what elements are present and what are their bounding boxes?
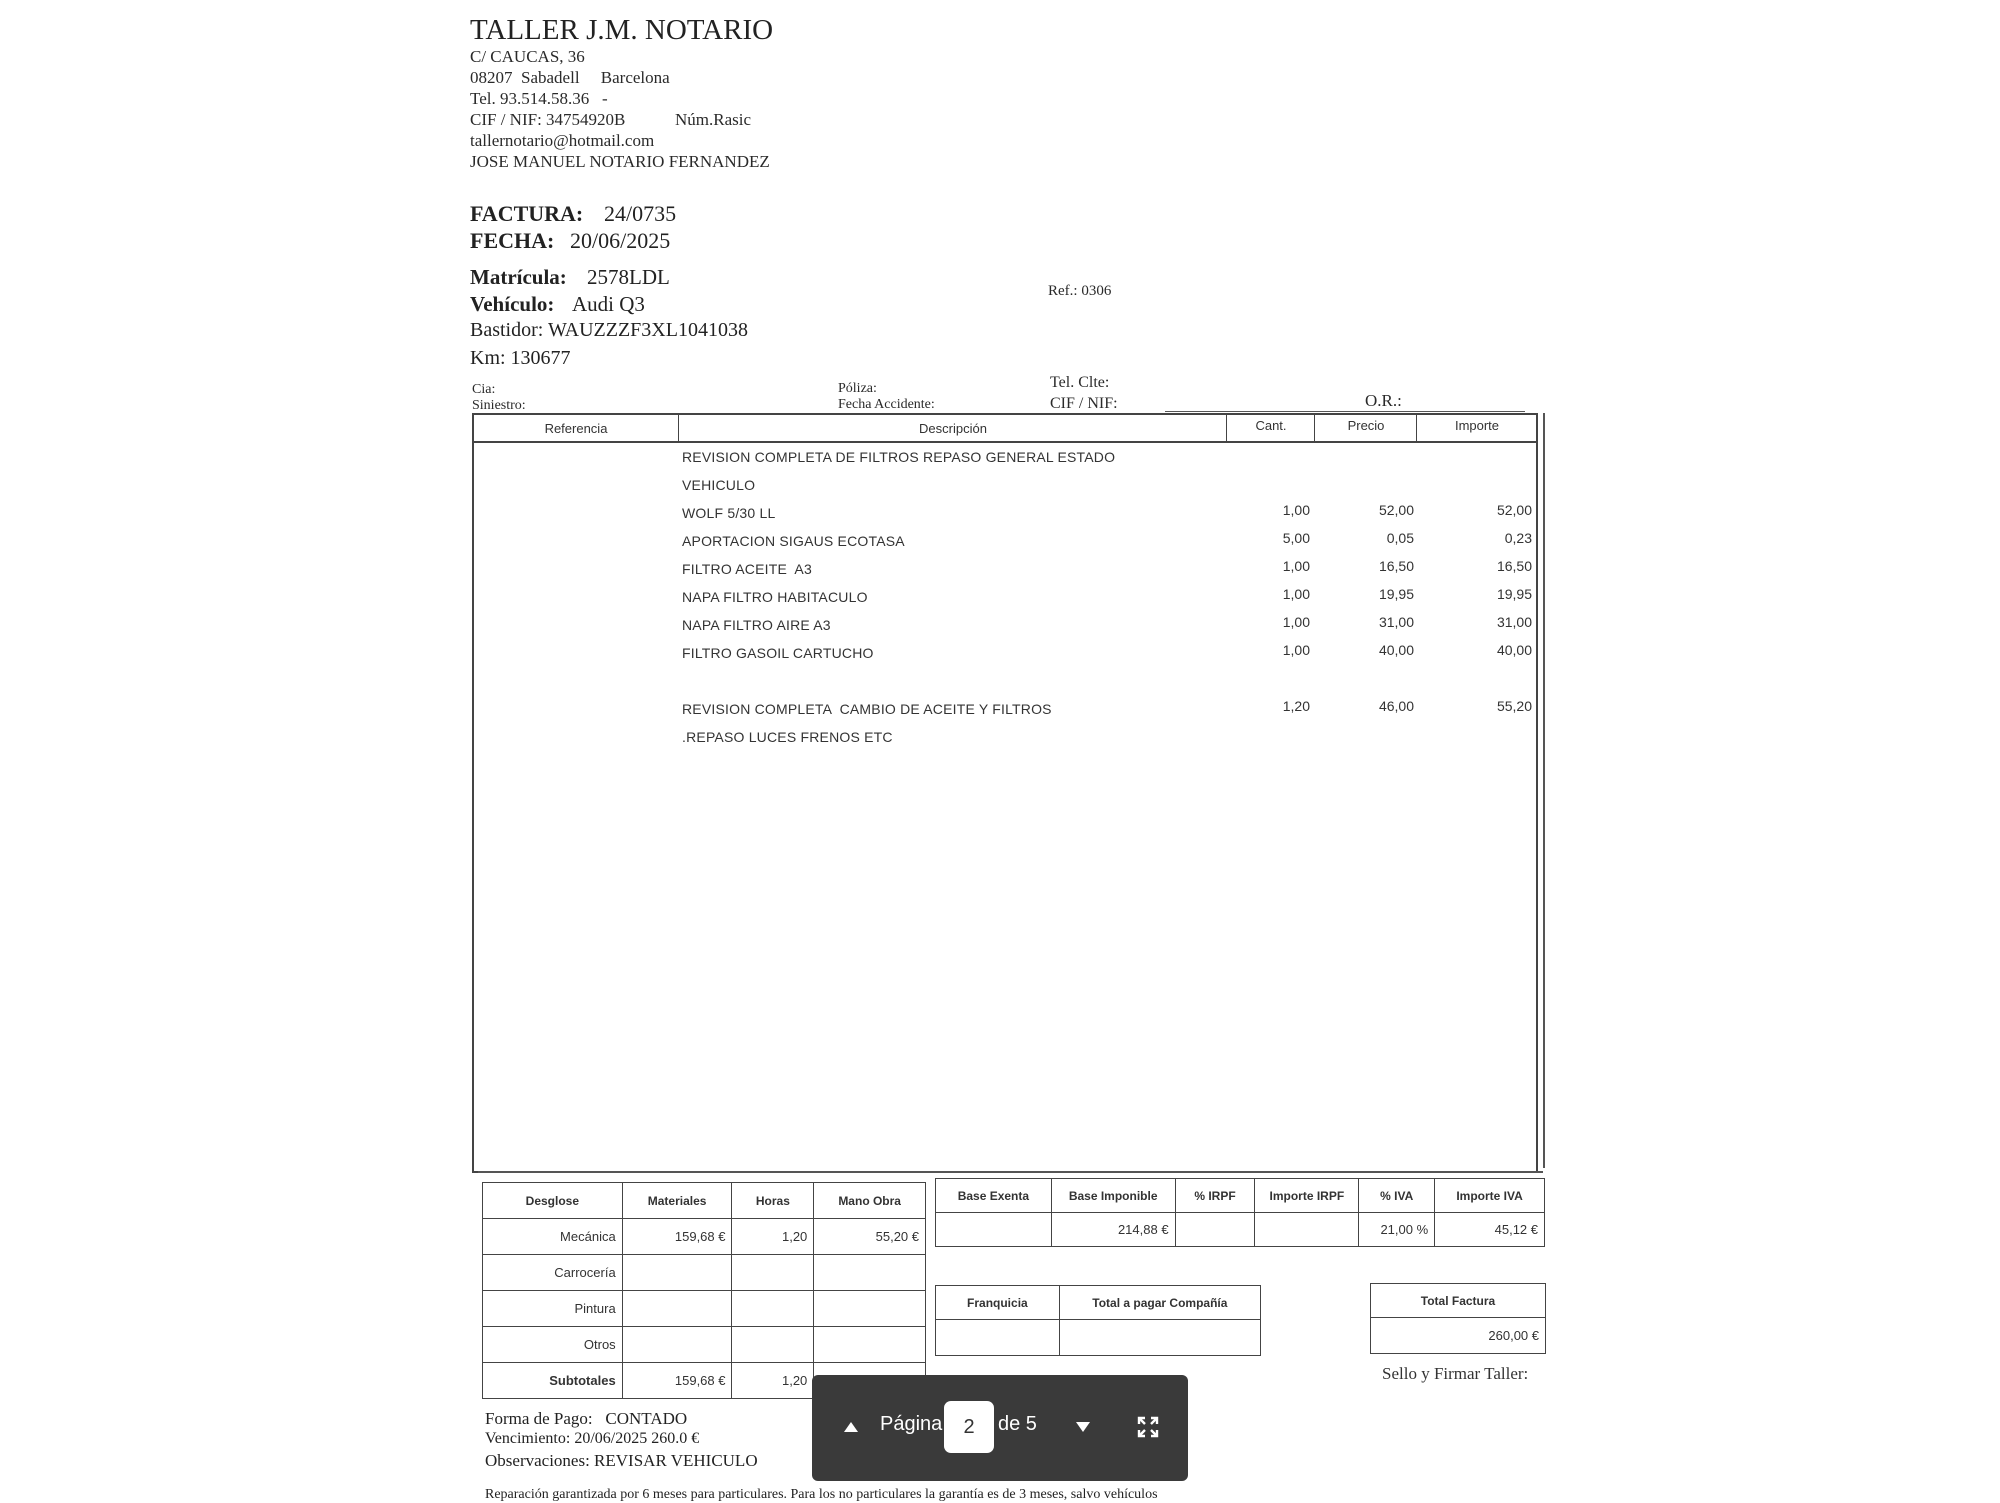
page-total: de 5	[998, 1413, 1037, 1435]
col-divider-2	[1226, 413, 1227, 443]
tax-header: Importe IRPF	[1255, 1179, 1359, 1213]
taxes-table	[935, 1178, 1545, 1247]
table-row-importe: 0,23	[1504, 530, 1532, 546]
company-name: TALLER J.M. NOTARIO	[470, 14, 774, 46]
tax-value: 214,88 €	[1051, 1213, 1175, 1247]
desglose-header: Horas	[732, 1183, 814, 1219]
page-navigation-toolbar	[812, 1375, 1188, 1481]
km: Km: 130677	[470, 347, 571, 369]
tel-clte-label: Tel. Clte:	[1050, 374, 1110, 391]
header-importe: Importe	[1454, 418, 1500, 433]
table-row-precio: 19,95	[1378, 586, 1414, 602]
desglose-header: Materiales	[622, 1183, 732, 1219]
table-row-desc: APORTACION SIGAUS ECOTASA	[682, 533, 905, 549]
desglose-header: Desglose	[483, 1183, 623, 1219]
matricula-value: 2578LDL	[587, 265, 670, 289]
col-divider-4	[1416, 413, 1417, 443]
bastidor: Bastidor: WAUZZZF3XL1041038	[470, 319, 748, 341]
fecha-value: 20/06/2025	[570, 228, 671, 253]
tax-header: Base Exenta	[936, 1179, 1052, 1213]
table-row-cant: 1,00	[1282, 502, 1310, 518]
table-row-cant: 1,20	[1282, 698, 1310, 714]
vehiculo-value: Audi Q3	[572, 292, 645, 316]
desglose-row-materiales	[622, 1291, 732, 1327]
table-row-precio: 16,50	[1378, 558, 1414, 574]
table-row-importe: 19,95	[1496, 586, 1532, 602]
table-row-desc: .REPASO LUCES FRENOS ETC	[682, 729, 893, 745]
total-table	[1370, 1283, 1546, 1354]
desglose-row-horas	[732, 1327, 814, 1363]
desglose-row-label: Carrocería	[483, 1255, 623, 1291]
header-descripcion: Descripción	[919, 421, 987, 436]
desglose-row-mano	[814, 1327, 926, 1363]
items-table-right-shadow	[1538, 413, 1545, 1168]
ref: Ref.: 0306	[1048, 283, 1112, 299]
siniestro-label: Siniestro:	[472, 398, 526, 413]
fullscreen-icon	[1137, 1416, 1159, 1438]
table-row-importe: 16,50	[1496, 558, 1532, 574]
desglose-table	[482, 1182, 926, 1399]
table-row-precio: 46,00	[1378, 698, 1414, 714]
table-row-cant: 1,00	[1282, 614, 1310, 630]
company-email: tallernotario@hotmail.com	[470, 131, 655, 150]
header-precio: Precio	[1347, 418, 1385, 433]
factura-value: 24/0735	[604, 201, 677, 226]
table-row-precio: 0,05	[1386, 530, 1414, 546]
page-number-input[interactable]	[944, 1401, 994, 1453]
desglose-row-horas: 1,20	[732, 1363, 814, 1399]
header-cant: Cant.	[1255, 418, 1287, 433]
forma-pago: Forma de Pago: CONTADO	[485, 1409, 688, 1428]
tax-value	[936, 1213, 1052, 1247]
table-row-desc: NAPA FILTRO AIRE A3	[682, 617, 831, 633]
desglose-row-mano	[814, 1255, 926, 1291]
desglose-row-mano: 55,20 €	[814, 1219, 926, 1255]
company-num-rasic: Núm.Rasic	[675, 110, 752, 129]
company-address: C/ CAUCAS, 36	[470, 47, 585, 66]
vencimiento: Vencimiento: 20/06/2025 260.0 €	[485, 1430, 700, 1447]
desglose-row-materiales: 159,68 €	[622, 1363, 732, 1399]
tax-value	[1175, 1213, 1255, 1247]
or-underline	[1165, 411, 1525, 412]
table-row-cant: 1,00	[1282, 642, 1310, 658]
total-value: 260,00 €	[1371, 1318, 1546, 1354]
table-row-precio: 31,00	[1378, 614, 1414, 630]
tax-value	[1255, 1213, 1359, 1247]
legal-text: Reparación garantizada por 6 meses para particulares. Para los no particulares la garantía es de 3 meses, salvo vehículos	[485, 1487, 1158, 1502]
table-row-precio: 52,00	[1378, 502, 1414, 518]
table-row-desc: REVISION COMPLETA CAMBIO DE ACEITE Y FILTROS	[682, 701, 1052, 717]
total-label: Total Factura	[1371, 1284, 1546, 1318]
table-row-importe: 31,00	[1496, 614, 1532, 630]
header-referencia: Referencia	[544, 421, 608, 436]
poliza-label: Póliza:	[838, 381, 877, 396]
fecha-label: FECHA:	[470, 228, 555, 253]
table-row-desc: REVISION COMPLETA DE FILTROS REPASO GENERAL ESTADO	[682, 449, 1116, 465]
fullscreen-button[interactable]	[1126, 1405, 1170, 1449]
table-row-desc: WOLF 5/30 LL	[682, 505, 776, 521]
table-row-cant: 1,00	[1282, 586, 1310, 602]
franquicia-header: Franquicia	[936, 1286, 1060, 1320]
chevron-down-icon	[1076, 1422, 1090, 1432]
factura-label: FACTURA:	[470, 201, 584, 226]
desglose-row-label: Otros	[483, 1327, 623, 1363]
tax-header: Importe IVA	[1435, 1179, 1545, 1213]
next-page-button[interactable]	[1064, 1405, 1102, 1449]
table-row-desc: FILTRO GASOIL CARTUCHO	[682, 645, 874, 661]
desglose-header: Mano Obra	[814, 1183, 926, 1219]
table-row-desc: FILTRO ACEITE A3	[682, 561, 812, 577]
page-label: Página	[880, 1413, 943, 1435]
desglose-row-horas	[732, 1291, 814, 1327]
company-tel: Tel. 93.514.58.36 -	[470, 89, 608, 108]
table-row-importe: 55,20	[1496, 698, 1532, 714]
items-table-bottom-line	[478, 1171, 1543, 1173]
desglose-row-horas: 1,20	[732, 1219, 814, 1255]
cia-label: Cia:	[472, 382, 496, 397]
franquicia-header: Total a pagar Compañía	[1059, 1286, 1260, 1320]
desglose-row-materiales	[622, 1327, 732, 1363]
tax-value: 21,00 %	[1359, 1213, 1435, 1247]
tax-header: % IRPF	[1175, 1179, 1255, 1213]
items-table	[472, 413, 1538, 1173]
fecha-accidente-label: Fecha Accidente:	[838, 397, 935, 412]
previous-page-button[interactable]	[832, 1405, 870, 1449]
company-city: 08207 Sabadell Barcelona	[470, 68, 670, 87]
desglose-row-mano	[814, 1291, 926, 1327]
table-row-importe: 40,00	[1496, 642, 1532, 658]
franquicia-value	[936, 1320, 1060, 1356]
cif-nif-label: CIF / NIF:	[1050, 395, 1118, 412]
matricula-label: Matrícula:	[470, 265, 567, 289]
company-owner: JOSE MANUEL NOTARIO FERNANDEZ	[470, 152, 770, 171]
desglose-row-label: Mecánica	[483, 1219, 623, 1255]
table-row-importe: 52,00	[1496, 502, 1532, 518]
tax-value: 45,12 €	[1435, 1213, 1545, 1247]
franquicia-value	[1059, 1320, 1260, 1356]
tax-header: Base Imponible	[1051, 1179, 1175, 1213]
desglose-row-horas	[732, 1255, 814, 1291]
desglose-row-materiales: 159,68 €	[622, 1219, 732, 1255]
observaciones: Observaciones: REVISAR VEHICULO	[485, 1451, 758, 1470]
col-divider-1	[678, 415, 679, 443]
vehiculo-label: Vehículo:	[470, 292, 555, 316]
company-cif: CIF / NIF: 34754920B	[470, 110, 626, 129]
or-label: O.R.:	[1365, 391, 1402, 410]
table-row-cant: 1,00	[1282, 558, 1310, 574]
table-row-desc: NAPA FILTRO HABITACULO	[682, 589, 868, 605]
franquicia-table	[935, 1285, 1261, 1356]
sello-label: Sello y Firmar Taller:	[1382, 1364, 1529, 1383]
tax-header: % IVA	[1359, 1179, 1435, 1213]
table-row-precio: 40,00	[1378, 642, 1414, 658]
desglose-row-label: Subtotales	[483, 1363, 623, 1399]
table-row-cant: 5,00	[1282, 530, 1310, 546]
desglose-row-label: Pintura	[483, 1291, 623, 1327]
desglose-row-materiales	[622, 1255, 732, 1291]
table-row-desc: VEHICULO	[682, 477, 756, 493]
col-divider-3	[1314, 413, 1315, 443]
chevron-up-icon	[844, 1422, 858, 1432]
